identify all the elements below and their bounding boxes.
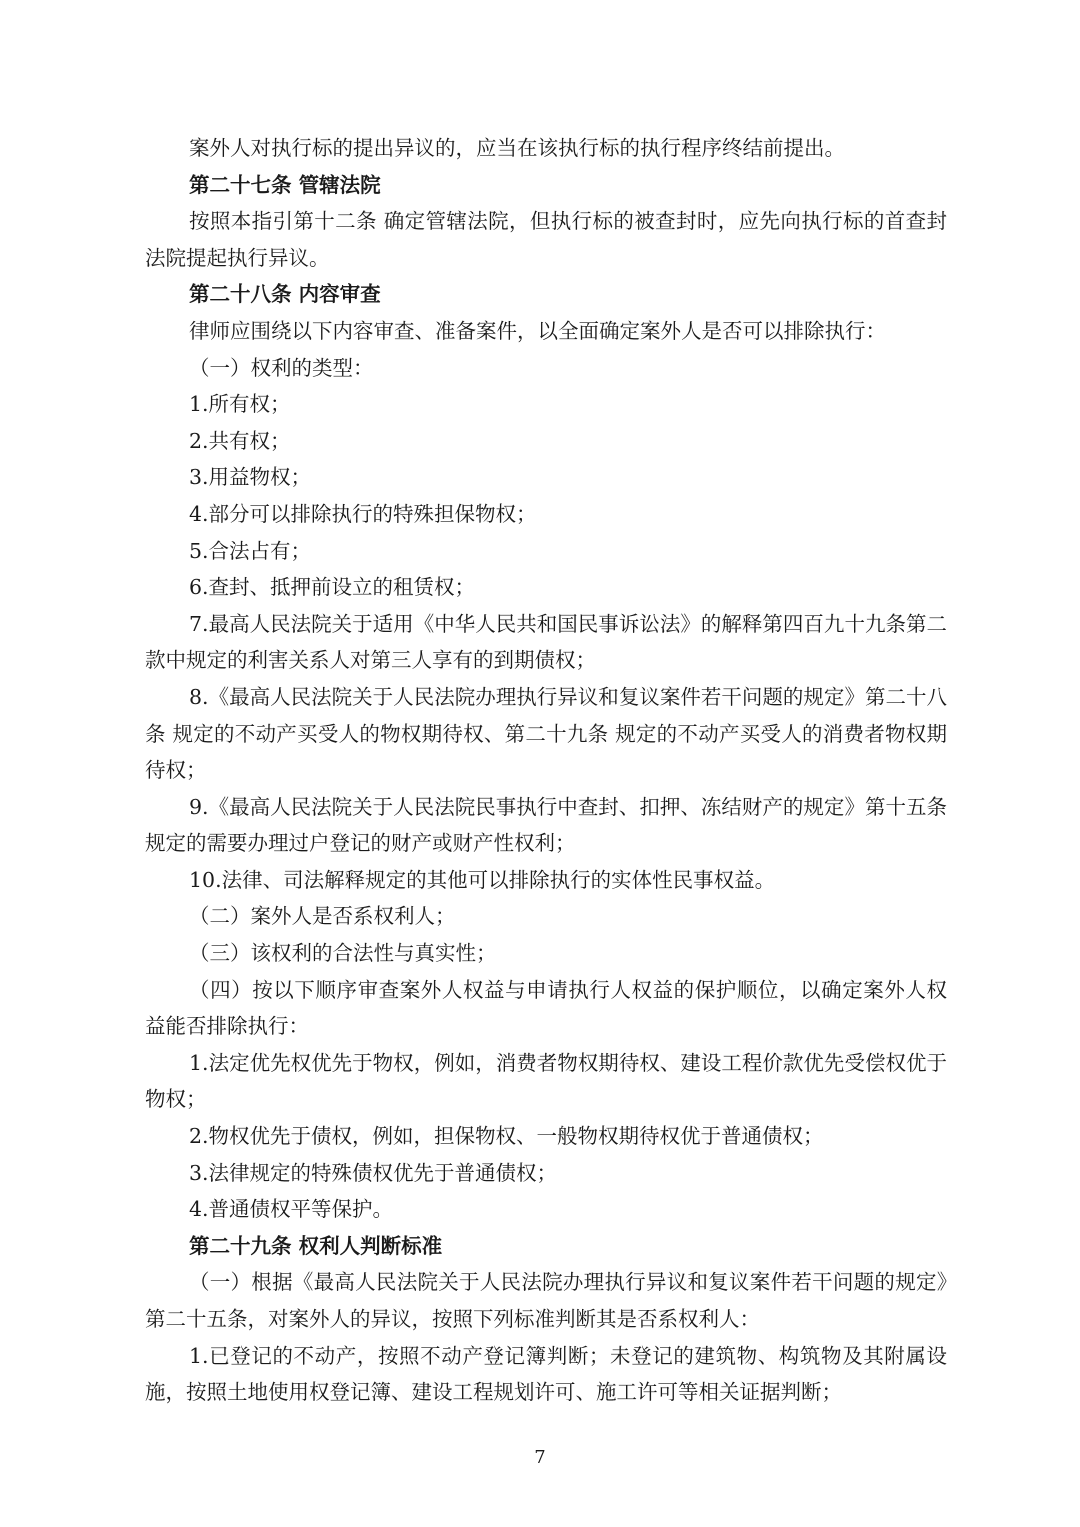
article-29-heading: 第二十九条 权利人判断标准 bbox=[189, 1233, 443, 1258]
item-rights-types: （一）权利的类型： bbox=[189, 355, 374, 380]
para-objection-timing: 案外人对执行标的提出异议的，应当在该执行标的执行程序终结前提出。 bbox=[189, 136, 845, 160]
priority-3: 3.法律规定的特殊债权优先于普通债权； bbox=[189, 1160, 558, 1185]
item-10-other: 10.法律、司法解释规定的其他可以排除执行的实体性民事权益。 bbox=[189, 867, 776, 892]
standard-1: 1.已登记的不动产，按照不动产登记簿判断；未登记的建筑物、构筑物及其附属设施，按照土地使用权登记簿、建设工程规划许可、施工许可等相关证据判断； bbox=[145, 1343, 947, 1405]
item-5-possession: 5.合法占有； bbox=[189, 538, 312, 563]
item-9-registration: 9.《最高人民法院关于人民法院民事执行中查封、扣押、冻结财产的规定》第十五条 规定的需要办理过户登记的财产或财产性权利； bbox=[145, 794, 947, 856]
item-2-co-ownership: 2.共有权； bbox=[189, 428, 291, 453]
item-6-lease: 6.查封、抵押前设立的租赁权； bbox=[189, 575, 476, 600]
item-7-claim: 7.最高人民法院关于适用《中华人民共和国民事诉讼法》的解释第四百九十九条第二款中规定的利害关系人对第三人享有的到期债权； bbox=[145, 611, 947, 673]
item-3-usufruct: 3.用益物权； bbox=[189, 465, 312, 490]
item-legality: （三）该权利的合法性与真实性； bbox=[189, 941, 497, 966]
article-27-heading: 第二十七条 管辖法院 bbox=[189, 172, 381, 197]
article-28-heading: 第二十八条 内容审查 bbox=[189, 282, 381, 307]
item-1-ownership: 1.所有权； bbox=[189, 392, 291, 417]
item-4-security: 4.部分可以排除执行的特殊担保物权； bbox=[189, 501, 537, 526]
priority-2: 2.物权优先于债权，例如，担保物权、一般物权期待权优于普通债权； bbox=[189, 1124, 824, 1149]
para-review-intro: 律师应围绕以下内容审查、准备案件，以全面确定案外人是否可以排除执行： bbox=[189, 318, 886, 343]
item-priority: （四）按以下顺序审查案外人权益与申请执行人权益的保护顺位，以确定案外人权益能否排除执行： bbox=[145, 977, 947, 1039]
document-body bbox=[145, 130, 947, 1411]
priority-1: 1.法定优先权优先于物权，例如，消费者物权期待权、建设工程价款优先受偿权优于物权； bbox=[145, 1050, 947, 1112]
para-standard-intro: （一）根据《最高人民法院关于人民法院办理执行异议和复议案件若干问题的规定》第二十五条，对案外人的异议，按照下列标准判断其是否系权利人： bbox=[145, 1270, 947, 1331]
item-rights-holder: （二）案外人是否系权利人； bbox=[189, 904, 456, 929]
item-8-expectancy: 8.《最高人民法院关于人民法院办理执行异议和复议案件若干问题的规定》第二十八条 规定的不动产买受人的物权期待权、第二十九条 规定的不动产买受人的消费者物权期待权； bbox=[145, 684, 947, 783]
page-number: 7 bbox=[534, 1447, 546, 1468]
para-jurisdiction: 按照本指引第十二条 确定管辖法院，但执行标的被查封时，应先向执行标的首查封法院提起执行异议。 bbox=[145, 209, 947, 270]
priority-4: 4.普通债权平等保护。 bbox=[189, 1197, 394, 1222]
